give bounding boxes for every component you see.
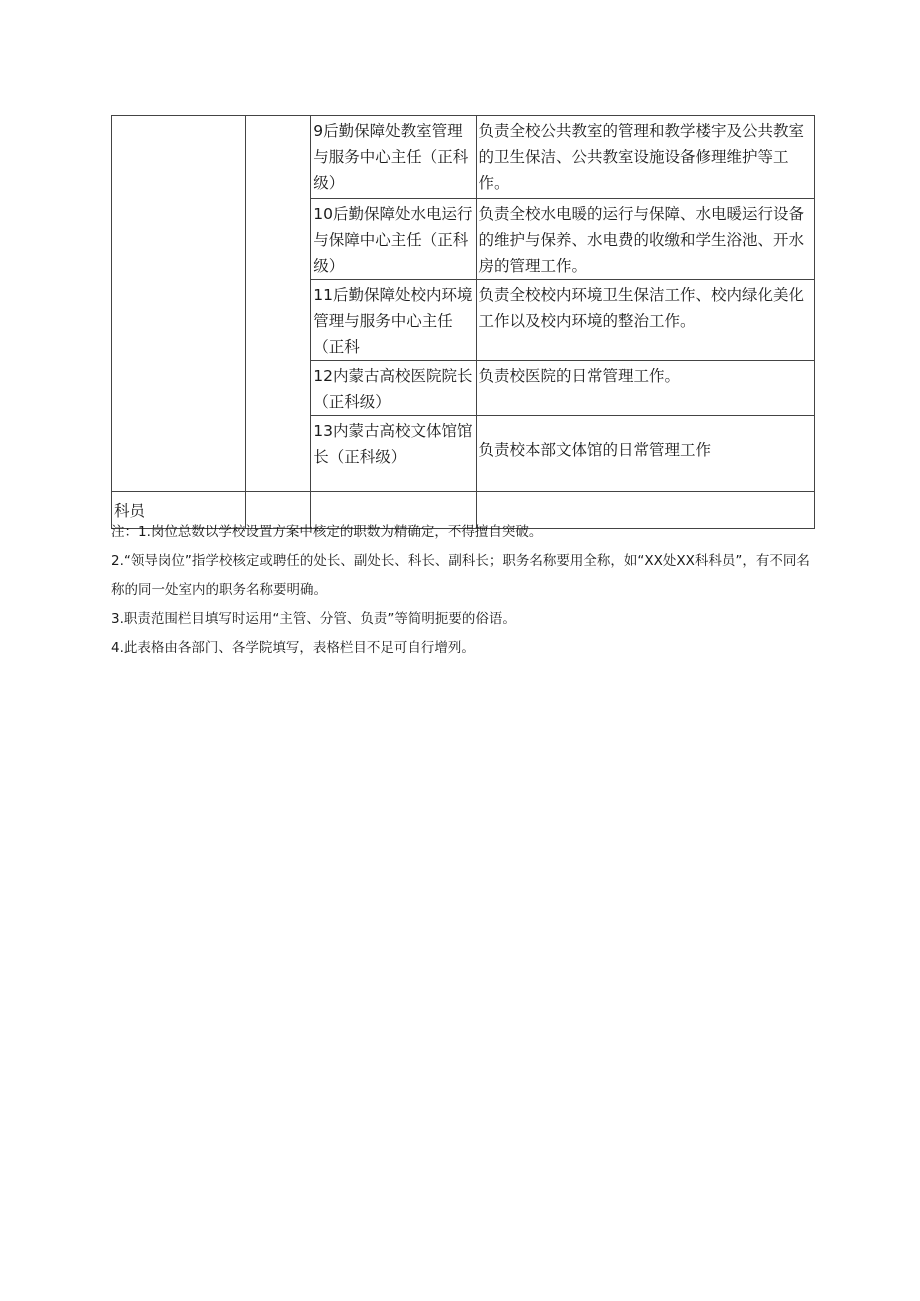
position-cell: 13内蒙古高校文体馆馆长（正科级） [311,416,476,492]
note-3: 3.职责范围栏目填写时运用“主管、分管、负责”等简明扼要的俗语。 [111,611,516,627]
count-cell [246,116,311,492]
position-cell: 10后勤保障处水电运行与保障中心主任（正科级） [311,199,476,280]
duty-table [111,115,815,529]
position-cell: 12内蒙古高校医院院长（正科级） [311,361,476,416]
duty-cell: 负责校本部文体馆的日常管理工作 [476,416,815,492]
note-1: 注：1.岗位总数以学校设置方案中核定的职数为精确定，不得擅自突破。 [111,524,543,540]
position-cell: 9后勤保障处教室管理与服务中心主任（正科级） [311,116,476,199]
duty-cell: 负责全校水电暖的运行与保障、水电暖运行设备的维护与保养、水电费的收缴和学生浴池、开水房的管理工作。 [476,199,815,280]
duty-table-container [111,115,815,529]
duty-cell: 负责校医院的日常管理工作。 [476,361,815,416]
notes-section [111,518,821,663]
position-cell: 11后勤保障处校内环境管理与服务中心主任（正科 [311,280,476,361]
duty-cell: 负责全校公共教室的管理和教学楼宇及公共教室的卫生保洁、公共教室设施设备修理维护等工作。 [476,116,815,199]
note-2: 2.“领导岗位”指学校核定或聘任的处长、副处长、科长、副科长；职务名称要用全称，如“XX处XX科科员”，有不同名称的同一处室内的职务名称要明确。 [111,553,810,598]
table-row [112,116,815,199]
note-4: 4.此表格由各部门、各学院填写，表格栏目不足可自行增列。 [111,640,475,656]
department-cell [112,116,246,492]
staff-label-cell: 科员 [112,492,246,529]
duty-cell: 负责全校校内环境卫生保洁工作、校内绿化美化工作以及校内环境的整治工作。 [476,280,815,361]
